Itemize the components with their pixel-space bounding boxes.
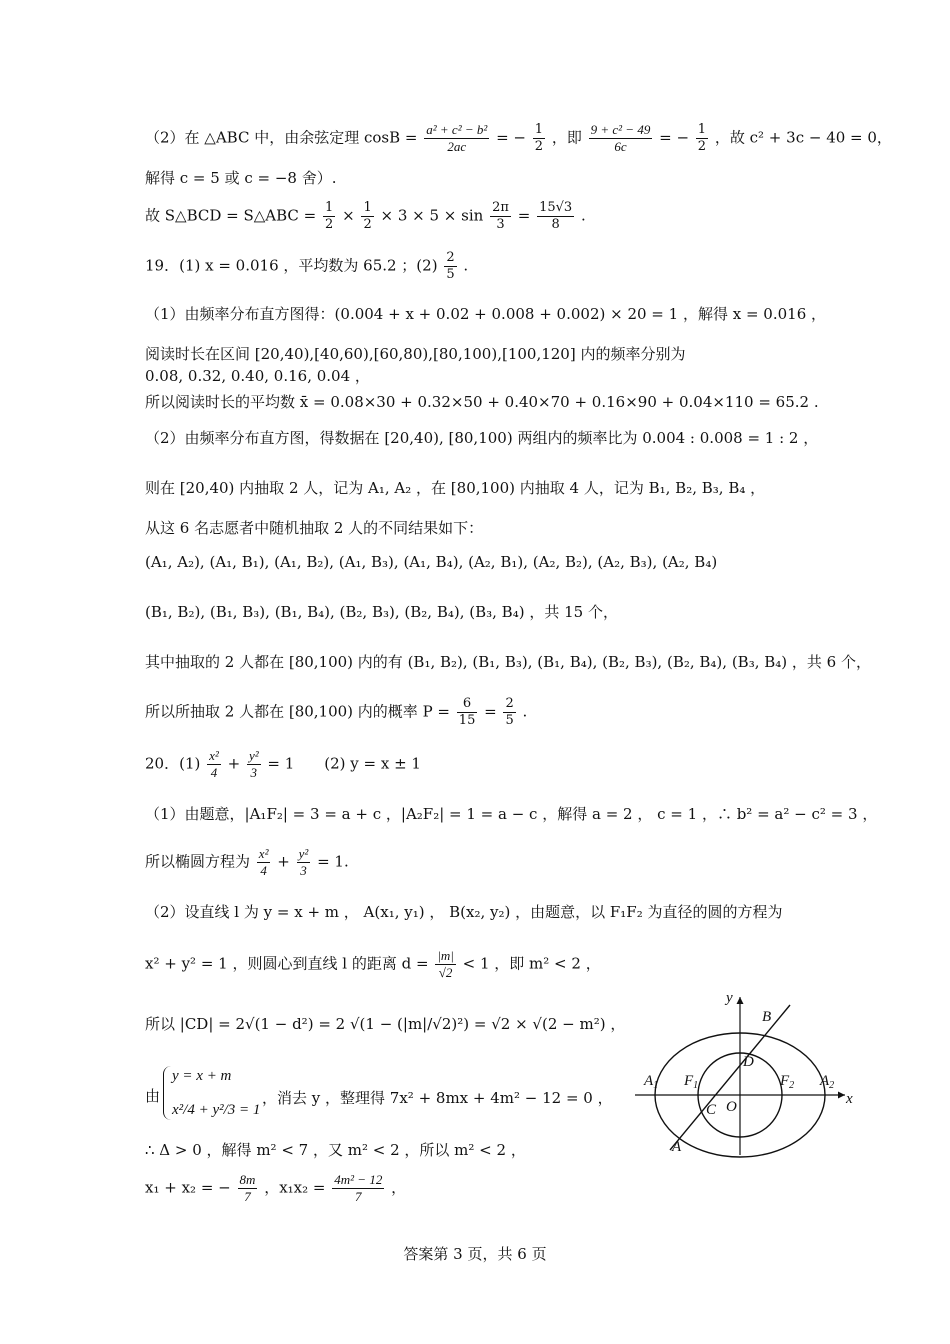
p19-step11 — [145, 696, 527, 729]
text: （2）在 △ABC 中，由余弦定理 cosB = — [145, 128, 418, 147]
denominator: 4 — [260, 863, 267, 878]
p19-step4: 所以阅读时长的平均数 x̄ = 0.08×30 + 0.32×50 + 0.40×70 + 0.16×90 + 0.04×110 = 65.2 . — [145, 393, 819, 411]
p19-step7: 从这 6 名志愿者中随机抽取 2 人的不同结果如下： — [145, 519, 484, 537]
fraction — [457, 696, 478, 729]
denominator: 8 — [551, 217, 560, 232]
numerator: 8m — [239, 1172, 256, 1187]
numerator: |m| — [437, 948, 454, 963]
numerator: 1 — [534, 122, 544, 137]
label-O: O — [726, 1099, 737, 1115]
ellipse-figure — [630, 985, 870, 1160]
fraction — [424, 122, 489, 155]
label-A1: $A_1$ — [644, 1073, 659, 1091]
text: ，x₁x₂ = — [264, 1178, 326, 1197]
label-F2: $F_2$ — [780, 1073, 795, 1091]
p18-line2: 解得 c = 5 或 c = −8 舍）. — [145, 169, 337, 187]
numerator: 2 — [446, 250, 455, 265]
text: × 3 × 5 × sin — [380, 206, 484, 225]
numerator: 1 — [363, 200, 372, 215]
denominator: 15 — [458, 713, 476, 728]
denominator: 2 — [363, 217, 372, 232]
numerator: y² — [298, 846, 309, 861]
text: 故 S△BCD = S△ABC = — [145, 206, 317, 225]
denominator: 3 — [300, 863, 307, 878]
fraction — [490, 200, 511, 233]
denominator: 3 — [250, 765, 258, 780]
p19-step3: 0.08, 0.32, 0.40, 0.16, 0.04 ， — [145, 367, 370, 385]
p20-step6: ，消去 y ，整理得 7x² + 8mx + 4m² − 12 = 0 ， — [262, 1089, 613, 1107]
text: 所以椭圆方程为 — [145, 852, 251, 871]
numerator: x² — [258, 846, 269, 861]
p19-step9: (B₁, B₂), (B₁, B₃), (B₁, B₄), (B₂, B₃), (B₂, B₄), (B₃, B₄) ，共 15 个， — [145, 603, 618, 621]
numerator: 4m² − 12 — [334, 1172, 383, 1187]
denominator: 6c — [614, 139, 627, 154]
text: + — [277, 852, 290, 871]
numerator: 2π — [492, 200, 509, 215]
system-prefix: 由 — [145, 1087, 161, 1105]
text: = − — [496, 128, 526, 147]
system-eq2: x²/4 + y²/3 = 1 — [172, 1102, 261, 1118]
fraction — [696, 122, 708, 155]
denominator: 3 — [496, 217, 505, 232]
p18-line3 — [145, 200, 586, 233]
fraction — [503, 696, 515, 729]
text: x₁ + x₂ = − — [145, 1178, 231, 1197]
p20-step5 — [145, 1014, 625, 1034]
text: ， — [391, 1178, 407, 1197]
numerator: 15√3 — [539, 200, 573, 215]
p19-step6: 则在 [20,40) 内抽取 2 人，记为 A₁, A₂ ，在 [80,100) 内抽取 4 人，记为 B₁, B₂, B₃, B₄ ， — [145, 479, 766, 497]
text: = 1 (2) y = x ± 1 — [267, 754, 421, 773]
p19-heading — [145, 250, 468, 283]
label-D: D — [743, 1054, 754, 1070]
text: . — [522, 702, 528, 721]
label-A2: $A_2$ — [820, 1073, 835, 1091]
denominator: 5 — [446, 267, 455, 282]
label-x: x — [846, 1091, 853, 1107]
denominator: 5 — [505, 713, 514, 728]
fraction — [323, 200, 335, 233]
label-B: B — [762, 1009, 772, 1025]
label-y: y — [726, 990, 733, 1006]
p20-heading — [145, 748, 421, 781]
fraction — [332, 1172, 384, 1205]
numerator: 2 — [505, 696, 514, 711]
denominator: 7 — [244, 1189, 251, 1204]
denominator: √2 — [438, 965, 453, 980]
p20-step7: ∴ Δ > 0 ，解得 m² < 7 ，又 m² < 2 ，所以 m² < 2 ， — [145, 1141, 526, 1159]
fraction — [589, 122, 653, 155]
text: x² + y² = 1 ，则圆心到直线 l 的距离 d = — [145, 954, 429, 973]
denominator: 2ac — [447, 139, 467, 154]
p18-line1 — [145, 122, 892, 155]
p20-step2 — [145, 846, 349, 879]
numerator: a² + c² − b² — [426, 122, 488, 137]
text: = − — [659, 128, 690, 147]
denominator: 2 — [325, 217, 334, 232]
label-A: A — [672, 1139, 682, 1155]
equation-system — [163, 1066, 260, 1120]
fraction — [207, 748, 221, 781]
text: = — [484, 702, 497, 721]
fraction — [533, 122, 545, 155]
fraction — [444, 250, 456, 283]
fraction — [361, 200, 373, 233]
text: 所以所抽取 2 人都在 [80,100) 内的概率 P = — [145, 702, 451, 721]
numerator: y² — [248, 748, 259, 763]
fraction — [297, 846, 311, 879]
fraction — [537, 200, 574, 233]
denominator: 2 — [534, 139, 544, 154]
p20-step1: （1）由题意，|A₁F₂| = 3 = a + c ，|A₂F₂| = 1 = a − c ，解得 a = 2 ， c = 1 ，∴ b² = a² − c² = 3 ， — [145, 805, 878, 823]
label-C: C — [706, 1102, 717, 1118]
numerator: 9 + c² − 49 — [590, 122, 651, 137]
p19-step1: （1）由频率分布直方图得：(0.004 + x + 0.02 + 0.008 + 0.002) × 20 = 1 ，解得 x = 0.016 ， — [145, 305, 827, 323]
text: ，故 c² + 3c − 40 = 0， — [714, 128, 892, 147]
denominator: 4 — [210, 765, 218, 780]
fraction — [435, 948, 456, 981]
text: . — [463, 256, 469, 275]
label-F1: $F_1$ — [684, 1073, 699, 1091]
text: √(1 − (|m|/√2)²) = √2 × √(2 − m²) ， — [349, 1015, 626, 1033]
p20-step4 — [145, 948, 601, 981]
text: 19．(1) x = 0.016 ，平均数为 65.2 ；(2) — [145, 256, 438, 275]
p19-step5: （2）由频率分布直方图，得数据在 [20,40), [80,100) 两组内的频率比为 0.004 : 0.008 = 1 : 2 ， — [145, 429, 819, 447]
system-eq1: y = x + m — [172, 1068, 232, 1084]
numerator: 6 — [457, 696, 478, 713]
p19-step10: 其中抽取的 2 人都在 [80,100) 内的有 (B₁, B₂), (B₁, B₃), (B₁, B₄), (B₂, B₃), (B₂, B₄), (B₃, B₄) ，共 6 个， — [145, 653, 871, 671]
p19-step8: (A₁, A₂), (A₁, B₁), (A₁, B₂), (A₁, B₃), (A₁, B₄), (A₂, B₁), (A₂, B₂), (A₂, B₃), (A₂, B₄) — [145, 553, 718, 571]
fraction — [238, 1172, 258, 1205]
fraction — [247, 748, 261, 781]
denominator: 7 — [355, 1189, 362, 1204]
fraction — [257, 846, 271, 879]
text: = 1. — [317, 852, 349, 871]
text: + — [227, 754, 241, 773]
numerator: x² — [209, 748, 219, 763]
text: . — [580, 206, 586, 225]
numerator: 1 — [697, 122, 707, 137]
text: 20．(1) — [145, 754, 201, 773]
p20-step8 — [145, 1172, 406, 1205]
numerator: 1 — [325, 200, 334, 215]
p19-step2: 阅读时长在区间 [20,40),[40,60),[60,80),[80,100),[100,120] 内的频率分别为 — [145, 345, 686, 363]
text: 所以 |CD| = 2√(1 − d²) = 2 — [145, 1015, 346, 1033]
text: = — [517, 206, 531, 225]
text: × — [342, 206, 355, 225]
text: ，即 — [551, 128, 582, 147]
page-footer: 答案第 3 页，共 6 页 — [403, 1245, 547, 1263]
denominator: 2 — [697, 139, 707, 154]
text: < 1 ，即 m² < 2 ， — [462, 954, 601, 973]
p20-step3: （2）设直线 l 为 y = x + m ， A(x₁, y₁) ， B(x₂, y₂) ，由题意，以 F₁F₂ 为直径的圆的方程为 — [145, 903, 783, 921]
